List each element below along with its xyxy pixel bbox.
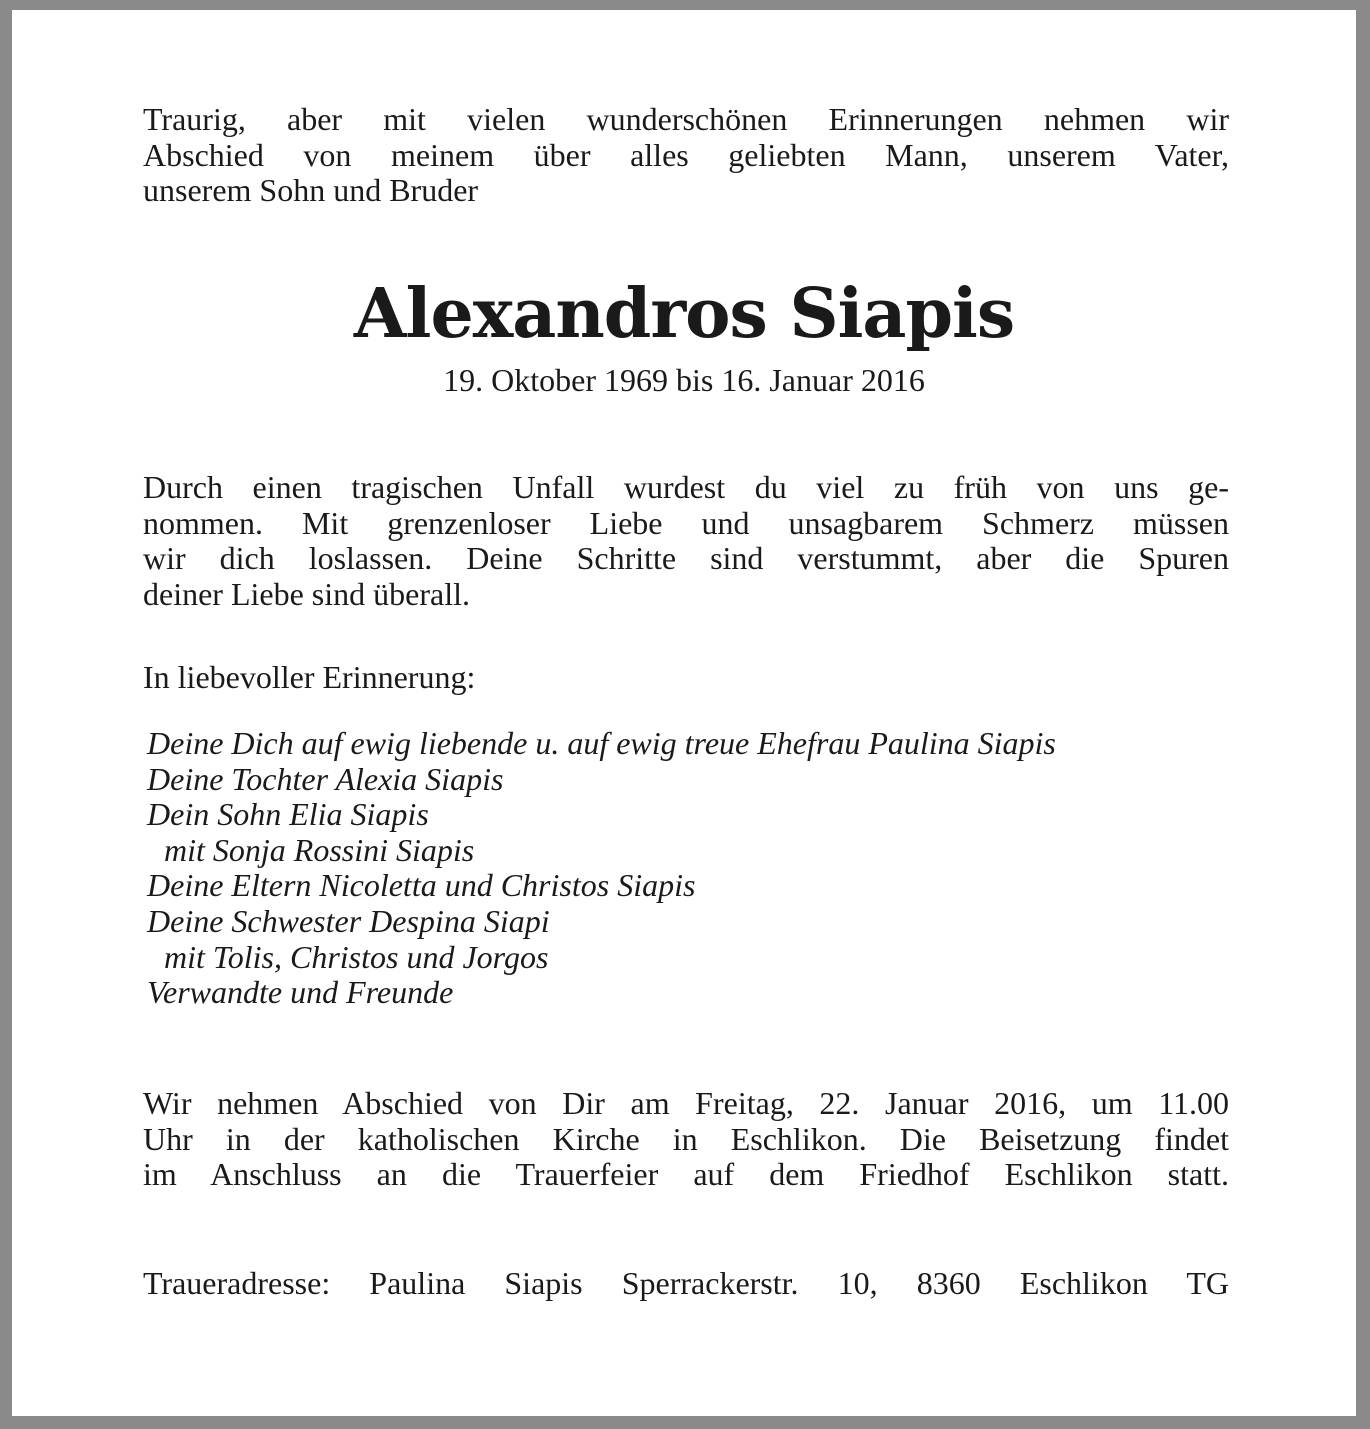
life-dates: 19. Oktober 1969 bis 16. Januar 2016 xyxy=(443,362,925,398)
funeral-text xyxy=(143,1086,1229,1193)
family-list xyxy=(147,726,1237,1011)
funeral-line-1: Wir nehmen Abschied von Dir am Freitag, 22. Januar 2016, um 11.00 xyxy=(143,1085,1229,1121)
intro-line-3: unserem Sohn und Bruder xyxy=(143,172,479,208)
family-member: Deine Dich auf ewig liebende u. auf ewig treue Ehefrau Paulina Siapis xyxy=(147,725,1056,761)
memory-heading: In liebevoller Erinnerung: xyxy=(143,659,476,695)
deceased-name: Alexandros Siapis xyxy=(353,274,1015,354)
message-line-2: nommen. Mit grenzenloser Liebe und unsagbarem Schmerz müssen xyxy=(143,504,1229,541)
family-member: Verwandte und Freunde xyxy=(147,974,454,1011)
family-member: Deine Tochter Alexia Siapis xyxy=(147,760,504,797)
intro-line-2: Abschied von meinem über alles geliebten Mann, unserem Vater, xyxy=(143,136,1229,173)
intro-line-1: Traurig, aber mit vielen wunderschönen Erinnerungen nehmen wir xyxy=(143,101,1229,137)
message-text xyxy=(143,470,1229,612)
family-member: Deine Schwester Despina Siapi xyxy=(147,902,550,939)
family-member: Deine Eltern Nicoletta und Christos Siapis xyxy=(147,867,696,904)
message-line-4: deiner Liebe sind überall. xyxy=(143,575,470,612)
family-member: Dein Sohn Elia Siapis xyxy=(147,796,429,833)
message-line-1: Durch einen tragischen Unfall wurdest du viel zu früh von uns ge- xyxy=(143,469,1229,505)
message-line-3: wir dich loslassen. Deine Schritte sind verstummt, aber die Spuren xyxy=(143,540,1229,576)
obituary-page xyxy=(12,10,1356,1416)
family-member: mit Tolis, Christos und Jorgos xyxy=(164,938,549,975)
mourning-address xyxy=(143,1266,1229,1302)
funeral-line-3: im Anschluss an die Trauerfeier auf dem Friedhof Eschlikon statt. xyxy=(143,1156,1229,1192)
family-member: mit Sonja Rossini Siapis xyxy=(164,831,475,868)
address-line: Traueradresse: Paulina Siapis Sperrackerstr. 10, 8360 Eschlikon TG xyxy=(143,1265,1229,1301)
intro-text xyxy=(143,102,1229,209)
funeral-line-2: Uhr in der katholischen Kirche in Eschlikon. Die Beisetzung findet xyxy=(143,1120,1229,1157)
